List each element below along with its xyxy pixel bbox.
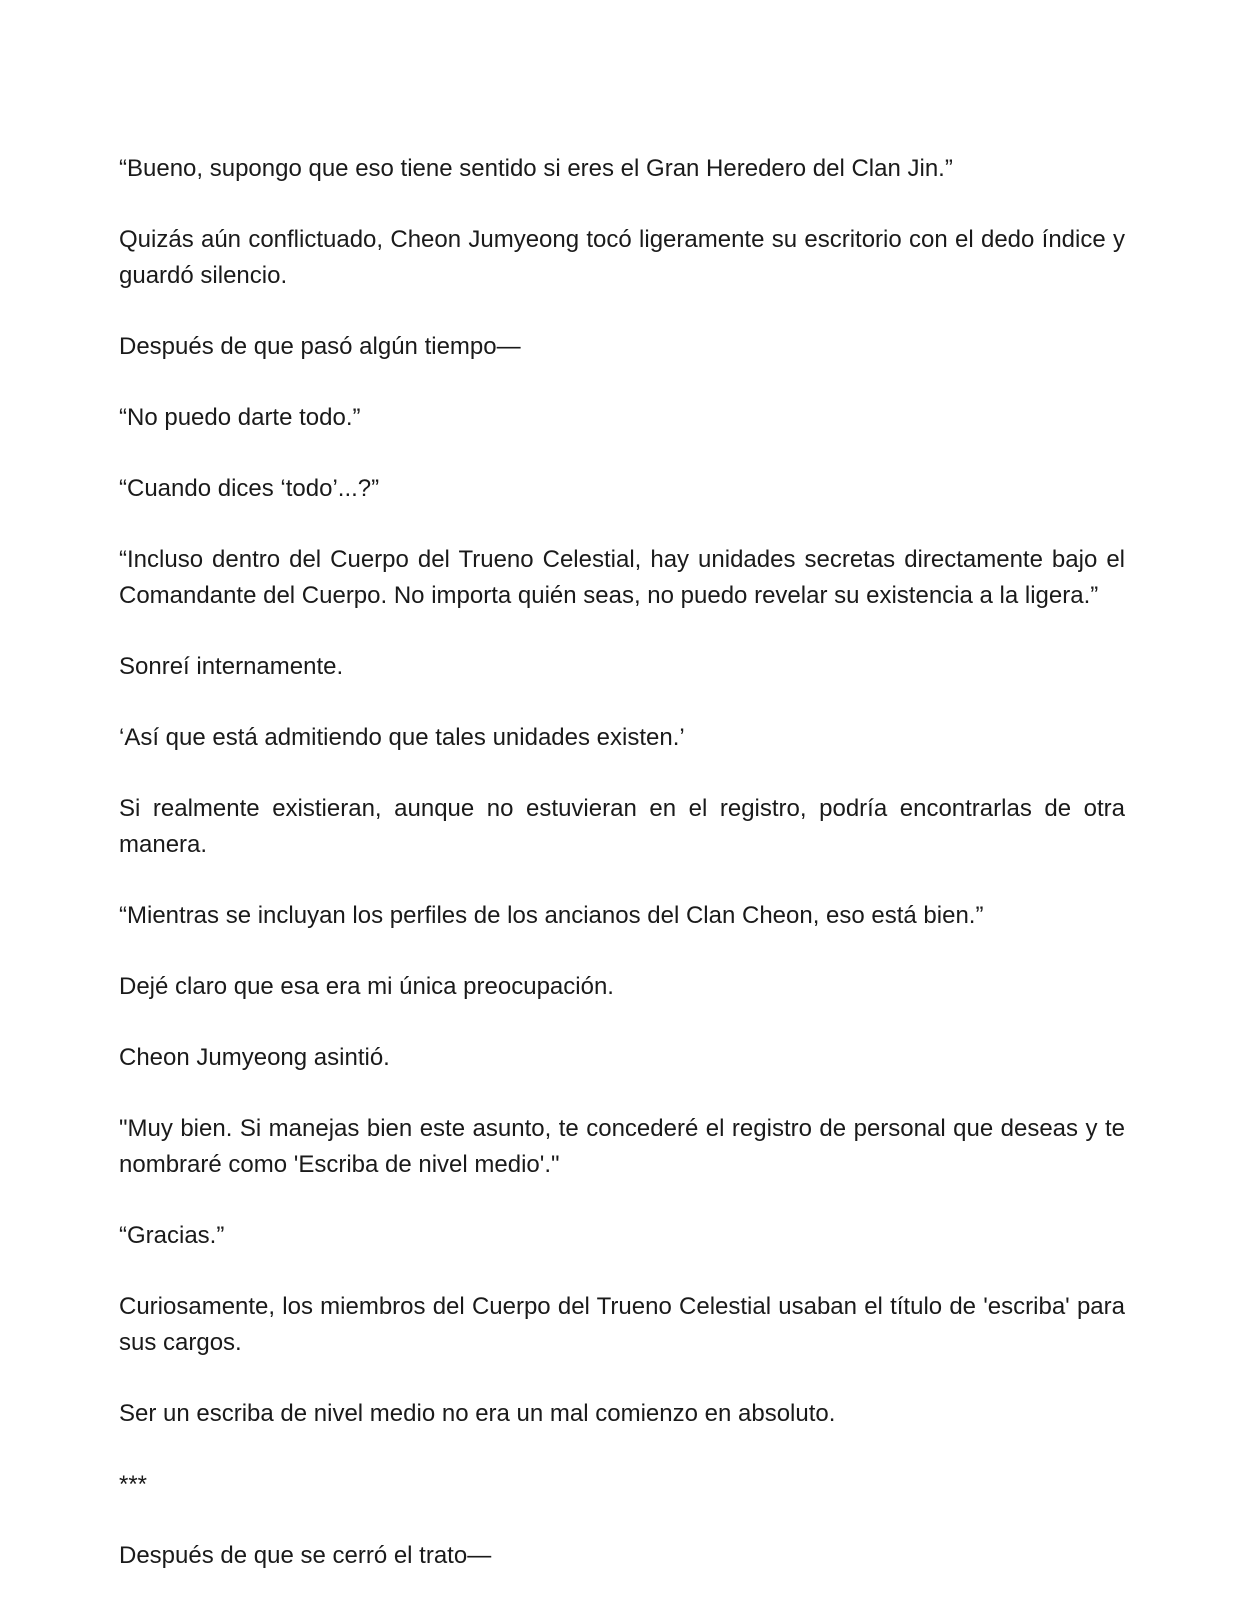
paragraph: Sonreí internamente.	[119, 653, 344, 680]
paragraph: Ser un escriba de nivel medio no era un mal comienzo en absoluto.	[119, 1400, 836, 1427]
paragraph: Dejé claro que esa era mi única preocupación.	[119, 973, 614, 1000]
paragraph: Cheon Jumyeong asintió.	[119, 1044, 390, 1071]
paragraph: ‘Así que está admitiendo que tales unidades existen.’	[119, 724, 685, 751]
paragraph: Si realmente existieran, aunque no estuvieran en el registro, podría encontrarlas de otra manera.	[119, 795, 1125, 858]
paragraph: "Muy bien. Si manejas bien este asunto, te concederé el registro de personal que deseas y te nombraré como 'Escriba de nivel medio'."	[119, 1115, 1125, 1178]
scene-break: ***	[119, 1471, 148, 1498]
paragraph: Curiosamente, los miembros del Cuerpo del Trueno Celestial usaban el título de 'escriba' para sus cargos.	[119, 1293, 1125, 1356]
paragraph: Después de que se cerró el trato—	[119, 1542, 492, 1569]
paragraph: “Incluso dentro del Cuerpo del Trueno Celestial, hay unidades secretas directamente bajo el Comandante del Cuerpo. No importa quién seas, no puedo revelar su existencia a la ligera.”	[119, 546, 1125, 609]
paragraph: Después de que pasó algún tiempo—	[119, 333, 521, 360]
paragraph: Quizás aún conflictuado, Cheon Jumyeong tocó ligeramente su escritorio con el dedo índice y guardó silencio.	[119, 226, 1125, 289]
text-column	[119, 151, 1125, 1609]
paragraph: “Gracias.”	[119, 1222, 225, 1249]
paragraph: “Bueno, supongo que eso tiene sentido si eres el Gran Heredero del Clan Jin.”	[119, 155, 953, 182]
paragraph: “Cuando dices ‘todo’...?”	[119, 475, 380, 502]
paragraph: “No puedo darte todo.”	[119, 404, 361, 431]
paragraph: “Mientras se incluyan los perfiles de los ancianos del Clan Cheon, eso está bien.”	[119, 902, 984, 929]
